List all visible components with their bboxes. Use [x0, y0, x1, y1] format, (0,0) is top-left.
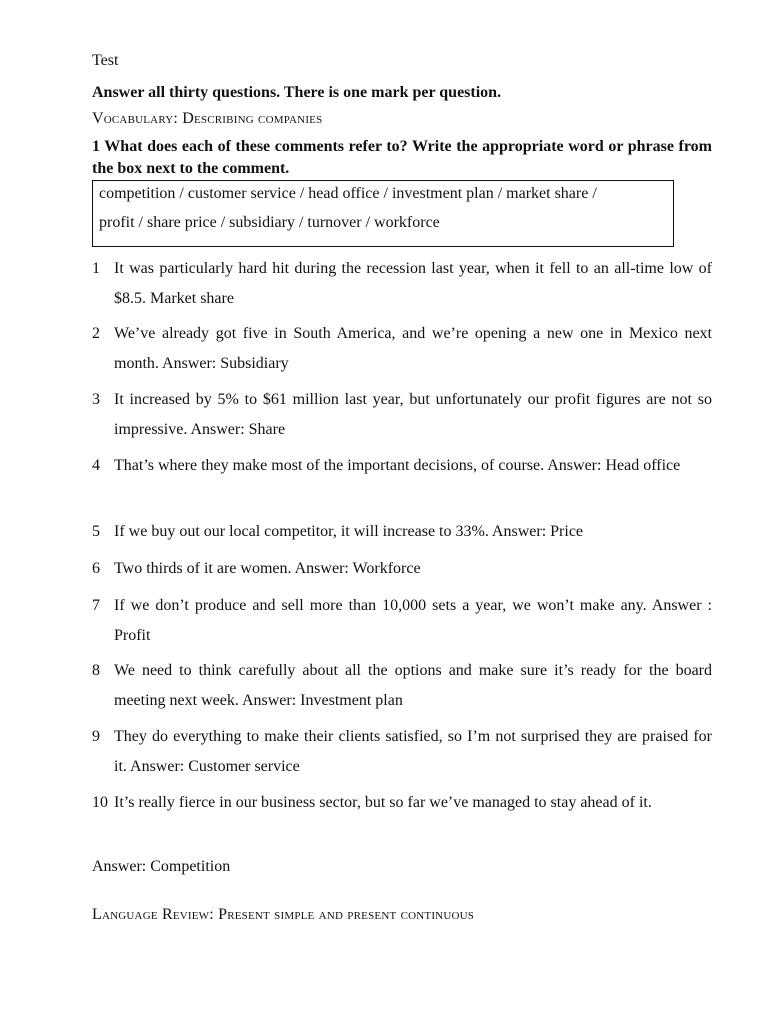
item-text: It was particularly hard hit during the recession last year, when it fell to an all-time low of $8.5. Market share — [114, 260, 712, 307]
item-text: It increased by 5% to $61 million last year, but unfortunately our profit figures are not so impressive. Answer: Share — [114, 391, 712, 438]
item-number: 9 — [92, 728, 100, 745]
list-item — [92, 656, 712, 716]
list-item — [92, 591, 712, 651]
item-text: We’ve already got five in South America, and we’re opening a new one in Mexico next month. Answer: Subsidiary — [114, 325, 712, 372]
item-text: That’s where they make most of the important decisions, of course. Answer: Head office — [114, 457, 681, 474]
item-number: 4 — [92, 457, 100, 474]
item-number: 10 — [92, 794, 108, 811]
question-prompt: 1 What does each of these comments refer to? Write the appropriate word or phrase from the box next to the comment. — [92, 138, 712, 177]
list-item — [92, 385, 712, 445]
list-item — [92, 254, 712, 314]
item-number: 5 — [92, 523, 100, 540]
test-title: Test — [92, 52, 119, 69]
item-number: 7 — [92, 597, 100, 614]
item-number: 2 — [92, 325, 100, 342]
item-number: 1 — [92, 260, 100, 277]
item-text: If we buy out our local competitor, it will increase to 33%. Answer: Price — [114, 523, 584, 540]
word-box-line: profit / share price / subsidiary / turnover / workforce — [99, 214, 440, 231]
item-text: It’s really fierce in our business sector, but so far we’ve managed to stay ahead of it. — [114, 794, 652, 811]
list-item — [92, 517, 712, 547]
word-box — [92, 180, 674, 247]
list-item — [92, 451, 712, 481]
section-heading-vocabulary: Vocabulary: Describing companies — [92, 110, 323, 127]
item-text: If we don’t produce and sell more than 10,000 sets a year, we won’t make any. Answer : Profit — [114, 597, 712, 644]
list-item — [92, 788, 712, 818]
item-text: Two thirds of it are women. Answer: Workforce — [114, 560, 421, 577]
list-item — [92, 554, 712, 584]
test-instruction: Answer all thirty questions. There is one mark per question. — [92, 84, 502, 101]
list-item — [92, 722, 712, 782]
word-box-line: competition / customer service / head office / investment plan / market share / — [99, 185, 597, 202]
final-answer: Answer: Competition — [92, 858, 231, 875]
item-number: 6 — [92, 560, 100, 577]
item-text: We need to think carefully about all the options and make sure it’s ready for the board meeting next week. Answer: Investment plan — [114, 662, 712, 709]
item-text: They do everything to make their clients satisfied, so I’m not surprised they are praised for it. Answer: Customer service — [114, 728, 712, 775]
list-item — [92, 319, 712, 379]
item-number: 3 — [92, 391, 100, 408]
section-heading-language-review: Language Review: Present simple and present continuous — [92, 906, 475, 923]
item-number: 8 — [92, 662, 100, 679]
